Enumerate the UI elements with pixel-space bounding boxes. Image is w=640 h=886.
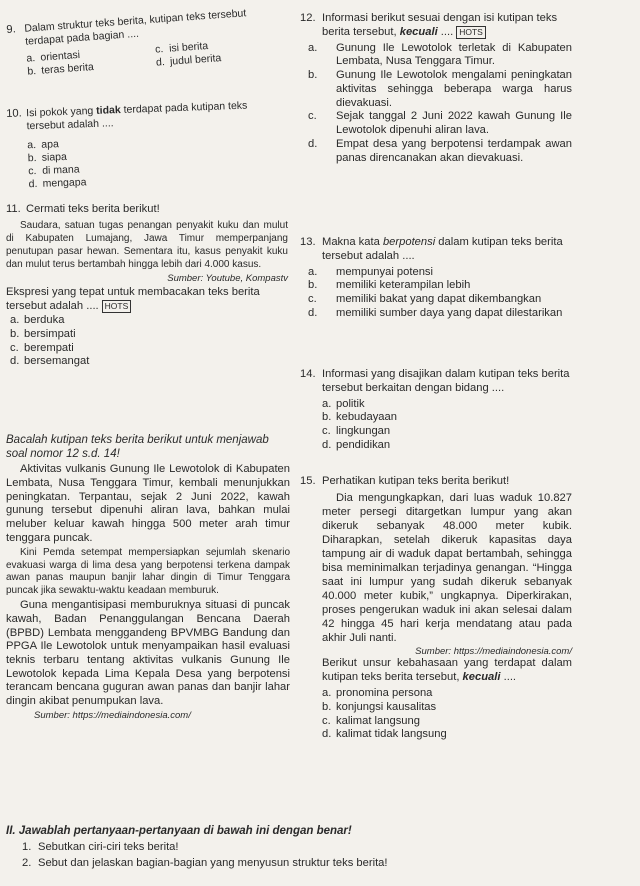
option-a[interactable]: a. politik [322,397,365,410]
option-c[interactable]: c. isi berita [154,39,209,56]
hots-badge: HOTS [456,26,486,39]
question-stem: Perhatikan kutipan teks berita berikut! [322,475,510,487]
source-caption: Sumber: https://mediaindonesia.com/ [415,645,572,657]
option-b[interactable]: b. teras berita [26,60,95,78]
question-number: 12. [300,12,316,24]
option-d[interactable]: d. kalimat tidak langsung [322,728,447,741]
option-a[interactable]: a. orientasi [26,48,81,65]
question-15 [300,475,572,742]
option-c[interactable]: c. di mana [27,163,80,177]
reading-passage [6,433,290,722]
option-b[interactable]: b. kebudayaan [322,411,397,424]
option-a[interactable]: a. pronomina persona [322,686,433,699]
passage-instruction: Bacalah kutipan teks berita berikut untuk menjawab soal nomor 12 s.d. 14! [6,434,269,461]
passage-paragraph-2: Kini Pemda setempat mempersiapkan sejumlah skenario evakuasi warga di lima desa yang berpotensi terkena dampak awan panas maupun banjir lahar dingin di Timur Tenggara puncak jika sewaktu-waktu keadaan memburuk. [6,547,290,596]
question-stem: Cermati teks berita berikut! [26,203,160,215]
option-c[interactable]: c. kalimat langsung [322,714,420,727]
section-heading: II. Jawablah pertanyaan-pertanyaan di bawah ini dengan benar! [6,825,352,837]
option-b[interactable]: b. konjungsi kausalitas [322,700,437,713]
question-14 [300,368,572,453]
question-stem: Informasi berikut sesuai dengan isi kutipan teks berita tersebut, kecuali .... HOTS [322,12,558,38]
question-stem: Dalam struktur teks berita, kutipan teks tersebut terdapat pada bagian .... [23,7,247,48]
question-13 [300,236,572,321]
question-12 [300,12,572,165]
option-c[interactable]: c. berempati [10,341,74,354]
essay-item: 1. Sebutkan ciri-ciri teks berita! [22,841,179,854]
question-prompt: Berikut unsur kebahasaan yang terdapat dalam kutipan teks berita tersebut, kecuali .... [322,657,572,684]
question-stem: Informasi yang disajikan dalam kutipan teks berita tersebut berkaitan dengan bidang .... [322,368,570,394]
option-b[interactable]: b. memiliki keterampilan lebih [308,279,471,292]
question-number: 11. [6,203,21,215]
question-stem: Isi pokok yang tidak terdapat pada kutipan teks tersebut adalah .... [25,99,248,133]
question-11 [6,203,288,369]
option-d[interactable]: d. judul berita [155,51,222,69]
option-a[interactable]: a. berduka [10,313,65,326]
option-d[interactable]: d. pendidikan [322,438,391,451]
option-d[interactable]: d. mengapa [28,175,87,190]
question-number: 13. [300,236,316,248]
option-a[interactable]: a. apa [27,137,60,152]
option-b[interactable]: b. siapa [27,150,68,164]
news-excerpt: Dia mengungkapkan, dari luas waduk 10.827 meter persegi ditargetkan lumpur yang akan dikeruk sebanyak 48.000 meter kubik. Diharapkan, setelah dikeruk kapasitas daya tampung air di waduk dapat bertambah, sehingga bisa meminimalkan terjadinya genangan. “Hingga saat ini lumpur yang sudah dikeruk sebanyak 40.000 meter kubik,” ungkapnya. Diperkirakan, proses pengerukan waduk ini akan selesai dalam 42 hingga 45 hari kerja mendatang atau pada akhir Juli nanti. [322,491,572,644]
source-caption: Sumber: Youtube, Kompastv [167,272,288,284]
option-c[interactable]: c. memiliki bakat yang dapat dikembangkan [308,293,542,306]
question-9 [6,5,279,79]
option-d[interactable]: d. Empat desa yang berpotensi terdampak awan panas direncanakan akan dievakuasi. [308,137,572,164]
question-number: 9. [6,23,17,36]
option-d[interactable]: d. memiliki sumber daya yang dapat dilestarikan [308,306,563,319]
essay-item: 2. Sebut dan jelaskan bagian-bagian yang menyusun struktur teks berita! [22,856,388,869]
question-prompt: Ekspresi yang tepat untuk membacakan teks berita tersebut adalah .... HOTS [6,286,260,313]
news-excerpt: Saudara, satuan tugas penangan penyakit kuku dan mulut di Kabupaten Lumajang, Jawa Timur memperpanjang penutupan pasar hewan. Sementara itu, kasus penyakit kuku dan mulut terus bertambah hingga lebih dari 4.000 kasus. [6,219,288,270]
option-d[interactable]: d. bersemangat [10,355,90,368]
question-number: 10. [6,107,22,120]
question-number: 15. [300,475,316,487]
essay-section [6,824,626,871]
passage-paragraph-1: Aktivitas vulkanis Gunung Ile Lewotolok di Kabupaten Lembata, Nusa Tenggara Timur, kembali menunjukkan peningkatan. Terpantau, sejak 2 Juni 2022, kawah gunung tersebut dipenuhi aliran lava, bahkan mulai meluber keluar kawah hingga 500 meter arah timur tenggara puncak. [6,463,290,544]
question-10 [6,98,289,191]
option-b[interactable]: b. Gunung Ile Lewotolok mengalami peningkatan aktivitas sehingga beberapa warga harus dievakuasi. [308,69,572,109]
option-a[interactable]: a. Gunung Ile Lewotolok terletak di Kabupaten Lembata, Nusa Tenggara Timur. [308,41,572,68]
question-number: 14. [300,368,316,380]
option-b[interactable]: b. bersimpati [10,327,76,340]
hots-badge: HOTS [102,300,132,313]
option-c[interactable]: c. lingkungan [322,425,391,438]
option-c[interactable]: c. Sejak tanggal 2 Juni 2022 kawah Gunung Ile Lewotolok dipenuhi aliran lava. [308,110,572,137]
question-stem: Makna kata berpotensi dalam kutipan teks berita tersebut adalah .... [322,236,563,262]
option-a[interactable]: a. mempunyai potensi [308,265,434,278]
source-caption: Sumber: https://mediaindonesia.com/ [34,710,191,722]
passage-paragraph-3: Guna mengantisipasi memburuknya situasi di puncak kawah, Badan Penanggulangan Bencana Daerah (BPBD) Lembata menggandeng BPVMBG Bandung dan PPGA Ile Lewotolok untuk menyampaikan hasil evaluasi teknis terbaru tentang aktivitas vulkanis Gunung Ile Lewotolok kepada Lima Kepala Desa yang berpotensi terancam bencana guguran awan panas dan banjir lahar dingin akibat penumpukan lava. [6,599,290,707]
